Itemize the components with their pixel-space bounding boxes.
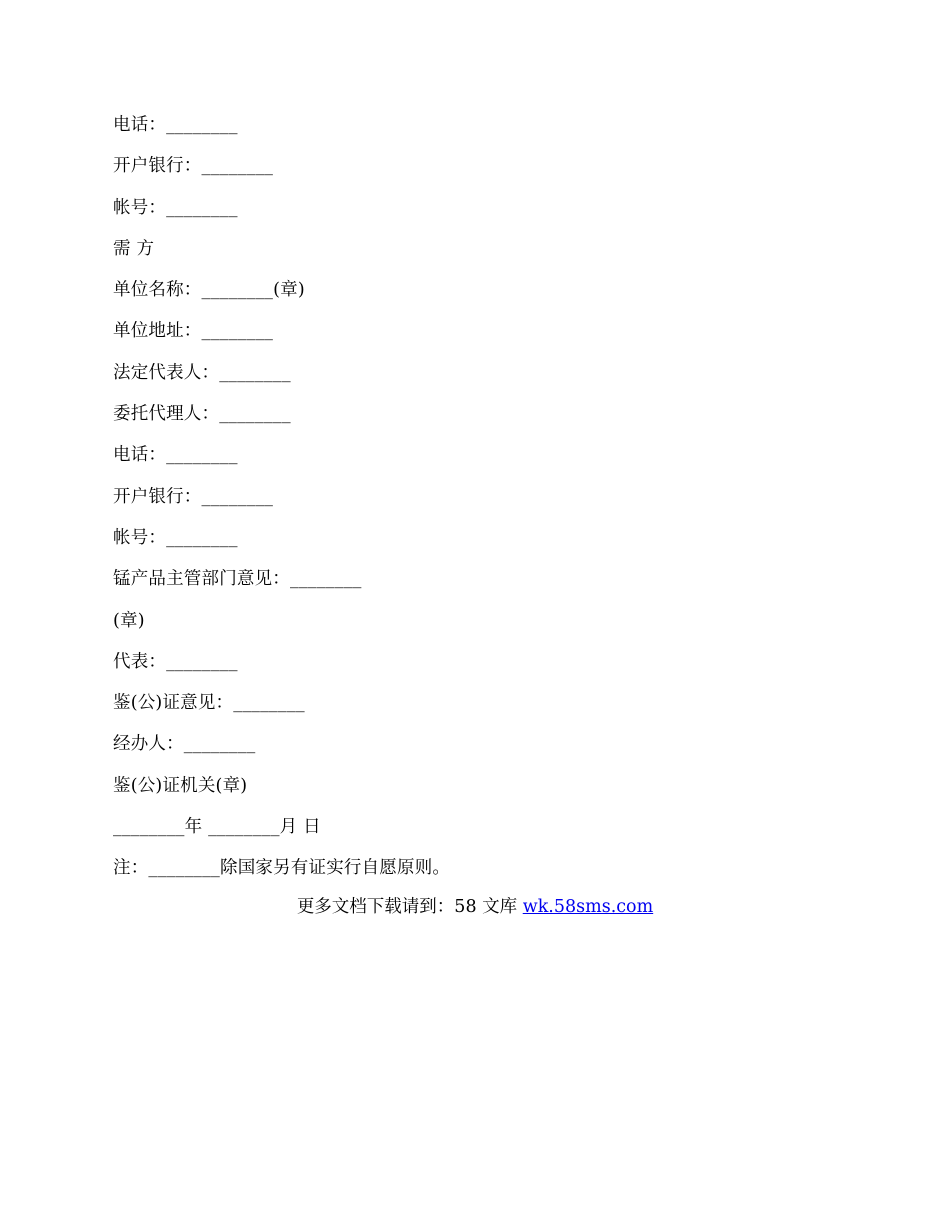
authority-seal-line: (章) xyxy=(113,610,145,631)
buyer-bank-line: 开户银行：________ xyxy=(113,486,274,507)
footer-link[interactable]: wk.58sms.com xyxy=(522,897,654,917)
buyer-legal-rep-line: 法定代表人：________ xyxy=(113,362,291,383)
buyer-unit-name-line: 单位名称：________(章) xyxy=(113,280,305,301)
authority-opinion-line: 锰产品主管部门意见：________ xyxy=(113,569,362,590)
notary-opinion-line: 鉴(公)证意见：________ xyxy=(113,693,305,714)
supplier-account-line: 帐号：________ xyxy=(113,197,238,218)
buyer-phone-line: 电话：________ xyxy=(113,445,238,466)
supplier-bank-line: 开户银行：________ xyxy=(113,156,274,177)
notary-date-line: ________年 ________月 日 xyxy=(113,817,321,838)
authority-representative-line: 代表：________ xyxy=(113,651,238,672)
buyer-account-line: 帐号：________ xyxy=(113,527,238,548)
supplier-phone-line: 电话：________ xyxy=(113,115,238,135)
notary-handler-line: 经办人：________ xyxy=(113,734,256,755)
buyer-heading: 需 方 xyxy=(113,238,155,259)
footer xyxy=(0,894,950,920)
footer-text: 更多文档下载请到：58 文库 xyxy=(296,897,523,917)
buyer-agent-line: 委托代理人：________ xyxy=(113,404,291,425)
contract-signature-section xyxy=(113,112,853,897)
buyer-unit-address-line: 单位地址：________ xyxy=(113,321,274,342)
note-line: 注：________除国家另有证实行自愿原则。 xyxy=(113,858,451,879)
notary-office-line: 鉴(公)证机关(章) xyxy=(113,775,248,796)
